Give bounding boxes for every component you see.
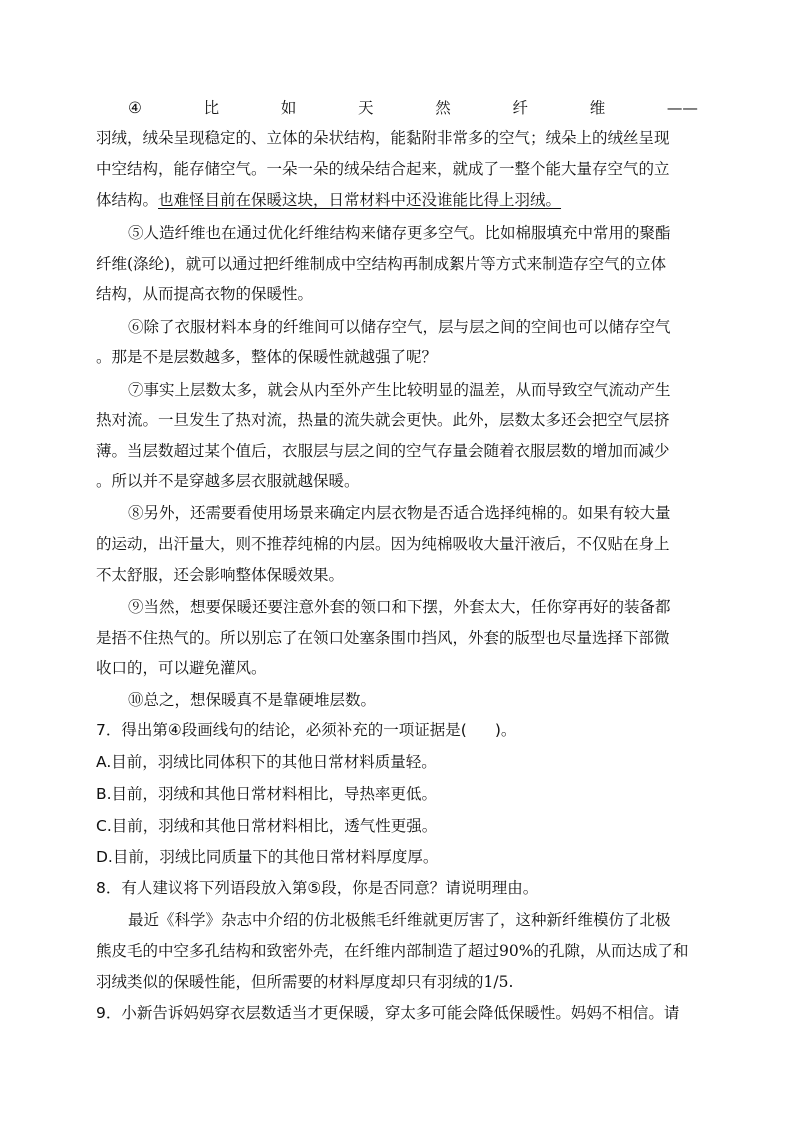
paragraph-4-line-1 <box>128 98 698 118</box>
paragraph-4-line-4 <box>96 190 698 210</box>
dash: —— <box>666 99 698 117</box>
token: 然 <box>435 99 451 117</box>
option-b: B.目前，羽绒和其他日常材料相比，导热率更低。 <box>96 785 438 803</box>
paragraph-9-line-2: 是捂不住热气的。所以别忘了在领口处塞条围巾挡风，外套的版型也尽量选择下部微 <box>96 629 670 647</box>
question-7-stem <box>96 720 698 740</box>
paragraph-4-line-2: 羽绒，绒朵呈现稳定的、立体的朵状结构，能黏附非常多的空气；绒朵上的绒丝呈现 <box>96 129 670 147</box>
token: 如 <box>280 99 297 117</box>
paragraph-7-line-3: 薄。当层数超过某个值后，衣服层与层之间的空气存量会随着衣服层数的增加而减少 <box>96 442 670 460</box>
text: )。 <box>494 721 517 739</box>
paragraph-8-line-1: ⑧另外，还需要看使用场景来确定内层衣物是否适合选择纯棉的。如果有较大量 <box>128 504 671 522</box>
underlined-sentence: 也难怪目前在保暖这块，日常材料中还没谁能比得上羽绒。 <box>158 191 562 209</box>
paragraph-4-line-3: 中空结构，能存储空气。一朵一朵的绒朵结合起来，就成了一整个能大量存空气的立 <box>96 160 670 178</box>
question-8-stem: 8．有人建议将下列语段放入第⑤段，你是否同意？请说明理由。 <box>96 879 539 897</box>
question-8-quote-line-2: 熊皮毛的中空多孔结构和致密外壳，在纤维内部制造了超过90%的孔隙，从而达成了和 <box>96 942 689 960</box>
option-d: D.目前，羽绒比同质量下的其他日常材料厚度厚。 <box>96 848 439 866</box>
paragraph-5-line-3: 结构，从而提高衣物的保暖性。 <box>96 285 314 303</box>
paragraph-10-line-1: ⑩总之，想保暖真不是靠硬堆层数。 <box>128 691 377 709</box>
option-a: A.目前，羽绒比同体积下的其他日常材料质量轻。 <box>96 753 437 771</box>
question-8-quote-line-1: 最近《科学》杂志中介绍的仿北极熊毛纤维就更厉害了，这种新纤维模仿了北极 <box>128 911 671 929</box>
paragraph-9-line-3: 收口的，可以避免灌风。 <box>96 659 267 677</box>
option-c: C.目前，羽绒和其他日常材料相比，透气性更强。 <box>96 817 438 835</box>
paragraph-7-line-4: 。所以并不是穿越多层衣服就越保暖。 <box>96 472 360 490</box>
paragraph-7-line-2: 热对流。一旦发生了热对流，热量的流失就会更快。此外，层数太多还会把空气层挤 <box>96 411 670 429</box>
paragraph-8-line-2: 的运动，出汗量大，则不推荐纯棉的内层。因为纯棉吸收大量汗液后，不仅贴在身上 <box>96 535 670 553</box>
paragraph-6-line-2: 。那是不是层数越多，整体的保暖性就越强了呢？ <box>96 348 438 366</box>
text: 体结构。 <box>96 191 159 209</box>
token: 纤 <box>512 99 528 117</box>
paragraph-9-line-1: ⑨当然，想要保暖还要注意外套的领口和下摆，外套太大，任你穿再好的装备都 <box>128 598 671 616</box>
token: 比 <box>203 99 220 117</box>
paragraph-7-line-1: ⑦事实上层数太多，就会从内至外产生比较明显的温差，从而导致空气流动产生 <box>128 381 671 399</box>
token: 维 <box>589 99 606 117</box>
token: ④ <box>128 99 142 117</box>
question-9-stem: 9．小新告诉妈妈穿衣层数适当才更保暖，穿太多可能会降低保暖性。妈妈不相信。请 <box>96 1004 680 1022</box>
paragraph-8-line-3: 不太舒服，还会影响整体保暖效果。 <box>96 566 345 584</box>
text: 7．得出第④段画线句的结论，必须补充的一项证据是( <box>96 721 467 739</box>
paragraph-5-line-2: 纤维(涤纶)，就可以通过把纤维制成中空结构再制成絮片等方式来制造存空气的立体 <box>96 255 667 273</box>
paragraph-5-line-1: ⑤人造纤维也在通过优化纤维结构来储存更多空气。比如棉服填充中常用的聚酯 <box>128 224 671 242</box>
token: 天 <box>358 99 374 117</box>
question-8-quote-line-3: 羽绒类似的保暖性能，但所需要的材料厚度却只有羽绒的1/5. <box>96 973 514 991</box>
paragraph-6-line-1: ⑥除了衣服材料本身的纤维间可以储存空气，层与层之间的空间也可以储存空气 <box>128 318 671 336</box>
